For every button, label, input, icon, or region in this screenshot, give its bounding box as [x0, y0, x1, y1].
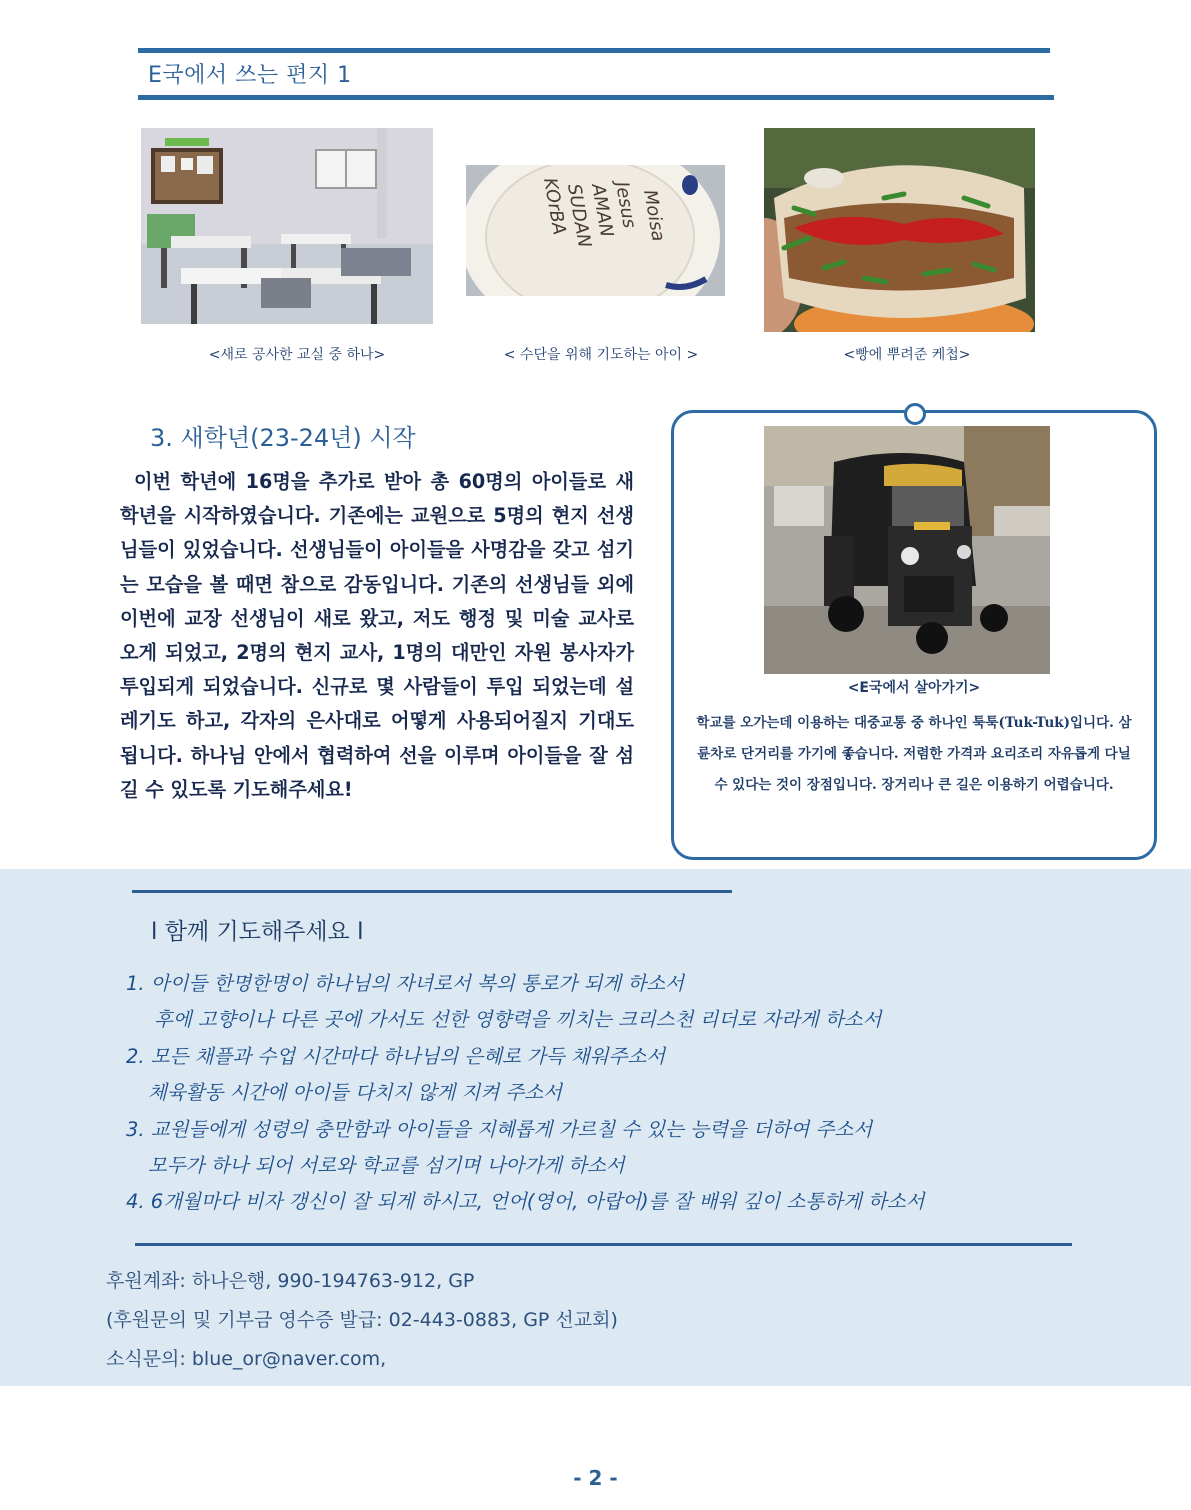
bread-photo — [764, 128, 1035, 332]
classroom-photo — [141, 128, 433, 324]
plate-text-4: SUDAN — [563, 182, 595, 250]
prayer-rule-top — [132, 890, 732, 893]
prayer-item-1-line1: 1. 아이들 한명한명이 하나님의 자녀로서 복의 통로가 되게 하소서 — [126, 972, 684, 995]
prayer-item-3 — [126, 1112, 1086, 1185]
header-rule-top — [138, 48, 1050, 53]
prayer-item-1-line2: 후에 고향이나 다른 곳에 가서도 선한 영향력을 끼치는 크리스천 리더로 자라게 하소서 — [154, 1008, 882, 1032]
prayer-item-2-line1: 2. 모든 채플과 수업 시간마다 하나님의 은혜로 가득 채워주소서 — [126, 1044, 666, 1068]
news-contact: 소식문의: blue_or@naver.com, — [106, 1348, 387, 1370]
plate-caption: < 수단을 위해 기도하는 아이 > — [503, 347, 699, 363]
plate-text-1: Moisa — [639, 188, 669, 244]
tuktuk-caption-body: 학교를 오가는데 이용하는 대중교통 중 하나인 툭툭(Tuk-Tuk)입니다. 삼륜차로 단거리를 가기에 좋습니다. 저렴한 가격과 요리조리 자유롭게 다닐 수 있다는 것이 장점입니다. 장거리나 큰 길은 이용하기 어렵습니다. — [696, 715, 1132, 793]
section-3-body: 이번 학년에 16명을 추가로 받아 총 60명의 아이들로 새 학년을 시작하였습니다. 기존에는 교원으로 5명의 현지 선생님들이 있었습니다. 선생님들이 아이들을 사명감을 갖고 섬기는 모습을 볼 때면 참으로 감동입니다. 기존의 선생님들 외에 이번에 교장 선생님이 새로 왔고, 저도 행정 및 미술 교사로 오게 되었고, 2명의 현지 교사, 1명의 대만인 자원 봉사자가 투입되게 되었습니다. 신규로 몇 사람들이 투입 되었는데 설레기도 하고, 각자의 은사대로 어떻게 사용되어질지 기대도 됩니다. 하나님 안에서 협력하여 선을 이루며 아이들을 잘 섬길 수 있도록 기도해주세요! — [120, 470, 634, 801]
prayer-item-2-line2: 체육활동 시간에 아이들 다치지 않게 지켜 주소서 — [148, 1081, 562, 1105]
letter-title: E국에서 쓰는 편지 1 — [148, 63, 352, 88]
plate-photo — [466, 165, 725, 296]
plate-text-5: KOrBA — [539, 176, 570, 237]
prayer-item-4-line1: 4. 6개월마다 비자 갱신이 잘 되게 하시고, 언어(영어, 아랍어)를 잘 배워 깊이 소통하게 하소서 — [126, 1190, 925, 1214]
plate-text-3: AMAN — [587, 182, 618, 239]
prayer-list — [126, 966, 1086, 1221]
prayer-title: l 함께 기도해주세요 l — [151, 919, 364, 945]
prayer-item-1 — [126, 966, 1086, 1039]
box-knob — [904, 403, 926, 425]
prayer-item-3-line1: 3. 교원들에게 성령의 충만함과 아이들을 지혜롭게 가르칠 수 있는 능력을 더하여 주소서 — [126, 1117, 873, 1141]
prayer-rule-bottom — [135, 1243, 1072, 1246]
prayer-item-2 — [126, 1039, 1086, 1112]
tuktuk-caption-title: <E국에서 살아가기> — [847, 680, 981, 696]
plate-text-2: Jesus — [611, 180, 640, 230]
tuktuk-photo — [764, 426, 1050, 674]
header-rule-bottom — [138, 95, 1054, 100]
donation-inquiry: (후원문의 및 기부금 영수증 발급: 02-443-0883, GP 선교회) — [106, 1309, 618, 1331]
classroom-caption: <새로 공사한 교실 중 하나> — [208, 347, 386, 363]
prayer-item-3-line2: 모두가 하나 되어 서로와 학교를 섬기며 나아가게 하소서 — [148, 1154, 625, 1178]
page-number: - 2 - — [573, 1466, 618, 1490]
prayer-item-4 — [126, 1184, 1086, 1220]
section-3-title: 3. 새학년(23-24년) 시작 — [150, 424, 416, 452]
donation-account: 후원계좌: 하나은행, 990-194763-912, GP — [106, 1270, 475, 1292]
bread-caption: <빵에 뿌려준 케첩> — [843, 347, 971, 363]
